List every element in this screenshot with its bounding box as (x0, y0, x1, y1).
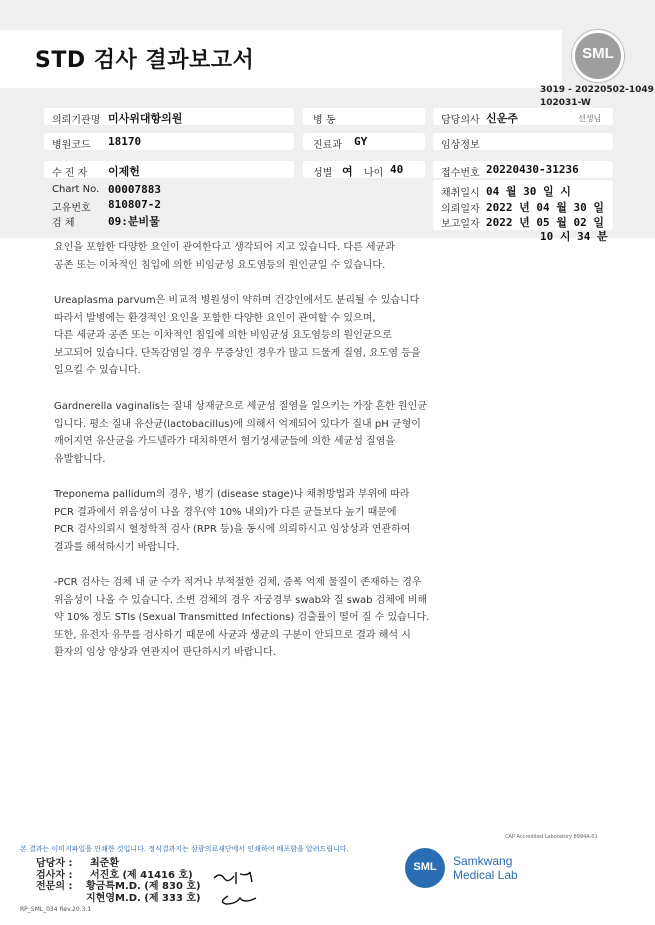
manager-name: 최준환 (90, 858, 119, 869)
paragraph-ureaplasma (54, 292, 504, 380)
paragraph-line: -PCR 검사는 검체 내 균 수가 적거나 부적절한 검체, 증폭 억제 물질이 존재하는 경우 (54, 577, 422, 588)
unique-no-value: 810807-2 (108, 198, 161, 211)
form-code: RP_SML_034 Rev.20.3.1 (20, 906, 92, 913)
request-value: 2022 년 04 월 30 일 (486, 201, 604, 214)
expert-2: 지현영M.D. (제 333 호) (86, 893, 201, 904)
report-value: 2022 년 05 월 02 일 (486, 216, 604, 229)
document-number (540, 84, 654, 110)
report-title: STD 검사 결과보고서 (35, 48, 255, 73)
lab-name-line-1: Samkwang (453, 854, 513, 868)
cap-accredited: CAP Accredited Laboratory 8994A-01 (505, 834, 598, 840)
paragraph-line: 다른 세균과 공존 또는 이차적인 침입에 의한 비임균성 요도염등의 원인균으로 (54, 330, 392, 342)
doctor-label: 담당의사 (441, 115, 480, 126)
samkwang-lab-name (453, 854, 518, 882)
paragraph-line: 위음성이 나올 수 있습니다. 소변 검체의 경우 자궁경부 swab와 질 swab 검체에 비해 (54, 594, 428, 606)
request-label: 의뢰일자 (441, 204, 480, 215)
ward-label: 병 동 (313, 115, 336, 126)
document-number-line-2: 102031-W (540, 98, 591, 108)
report-time: 10 시 34 분 (540, 230, 608, 243)
paragraph-line: Treponema pallidum의 경우, 병기 (disease stage)나 채취방법과 부위에 따라 (54, 489, 410, 500)
paragraph-line: PCR 결과에서 위음성이 나올 경우(약 10% 내외)가 다른 균들보다 높기 때문에 (54, 506, 397, 518)
lab-name-line-2: Medical Lab (453, 868, 518, 882)
paragraph-line: 환자의 임상 양상과 연관지어 판단하시기 바랍니다. (54, 647, 276, 659)
paragraph-line: PCR 검사의뢰시 혈청학적 검사 (RPR 등)을 동시에 의뢰하시고 임상상과 연관하여 (54, 524, 411, 536)
paragraph-line: 약 10% 정도 STIs (Sexual Transmitted Infections) 검출률이 떨어 질 수 있습니다. (54, 612, 430, 624)
paragraph-line: 보고되어 있습니다. 단독감염일 경우 무증상인 경우가 많고 드물게 질염, 요도염 등을 (54, 347, 421, 359)
age-value: 40 (390, 163, 404, 176)
expert-label: 전문의 : (36, 881, 73, 892)
institution-label: 의뢰기관명 (52, 115, 101, 126)
patient-value: 이제헌 (108, 165, 140, 178)
collect-value: 04 월 30 일 시 (486, 185, 571, 198)
paragraph-line: 공존 또는 이차적인 침입에 의한 비임균성 요도염등의 원인균일 수 있습니다. (54, 259, 386, 271)
paragraph-pcr-note (54, 574, 504, 662)
hospital-code-value: 18170 (108, 135, 142, 148)
paragraph-1 (54, 239, 504, 274)
expert-1: 황금특M.D. (제 830 호) (86, 881, 201, 892)
collect-label: 채취일시 (441, 188, 480, 199)
patient-label: 수 진 자 (52, 168, 88, 179)
sex-label: 성별 (313, 168, 333, 179)
sml-logo (572, 30, 624, 82)
receipt-value: 20220430-31236 (486, 163, 579, 176)
unique-no-label: 고유번호 (52, 203, 91, 214)
samkwang-logo-text: SML (413, 861, 437, 873)
paragraph-line: Gardnerella vaginalis는 질내 상재균으로 세균성 질염을 일으키는 가장 흔한 원인균 (54, 401, 427, 412)
doctor-suffix: 선생님 (578, 114, 602, 123)
specimen-value: 09:분비물 (108, 215, 160, 228)
paragraph-line: 결과를 해석하시기 바랍니다. (54, 541, 180, 553)
paragraph-line: 또한, 유전자 유무를 검사하기 때문에 사균과 생균의 구분이 안되므로 결과 해석 시 (54, 629, 411, 641)
receipt-label: 접수번호 (441, 168, 480, 179)
chart-no-value: 00007883 (108, 183, 161, 196)
chart-no-label: Chart No. (52, 184, 100, 195)
sml-logo-text: SML (582, 45, 614, 62)
paragraph-line: 입니다. 평소 질내 유산균(lactobacillus)에 의해서 억제되어 있다가 질내 pH 균형이 (54, 418, 421, 430)
paragraph-gardnerella (54, 398, 504, 468)
institution-value: 미사위대항의원 (108, 112, 183, 125)
paragraph-treponema (54, 486, 504, 556)
signature-image (210, 866, 262, 908)
dept-label: 진료과 (313, 140, 342, 151)
specimen-label: 검 체 (52, 218, 75, 229)
samkwang-logo-circle (405, 848, 445, 888)
paragraph-line: 유발합니다. (54, 453, 106, 465)
document-number-line-1: 3019 - 20220502-1049 (540, 85, 654, 95)
inspector-name: 서진호 (제 41416 호) (90, 870, 193, 881)
clinical-info-label: 임상정보 (441, 140, 480, 151)
paragraph-line: 요인을 포함한 다양한 요인이 관여한다고 생각되어 지고 있습니다. 다른 세균과 (54, 242, 395, 253)
doctor-value: 신운주 (486, 112, 518, 125)
report-label: 보고일자 (441, 219, 480, 230)
inspector-label: 검사자 : (36, 870, 73, 881)
paragraph-line: 따라서 발병에는 환경적인 요인을 포함한 다양한 요인이 관여할 수 있으며, (54, 312, 376, 324)
age-label: 나이 (364, 168, 384, 179)
hospital-code-label: 병원코드 (52, 140, 91, 151)
footer-notice: 본 결과는 이미지파일을 인쇄한 것입니다. 정식결과지는 삼광의료재단에서 인쇄하여 배포함을 알려드립니다. (20, 845, 349, 853)
paragraph-line: 깨어지면 유산균을 가드넬라가 대치하면서 혐기성세균들에 의한 세균성 질염을 (54, 436, 396, 448)
sex-value: 여 (342, 165, 353, 178)
dept-value: GY (354, 135, 368, 148)
paragraph-line: 일으킬 수 있습니다. (54, 365, 141, 377)
manager-label: 담당자 : (36, 858, 73, 869)
paragraph-line: Ureaplasma parvum은 비교적 병원성이 약하며 건강인에서도 분리될 수 있습니다 (54, 295, 420, 306)
